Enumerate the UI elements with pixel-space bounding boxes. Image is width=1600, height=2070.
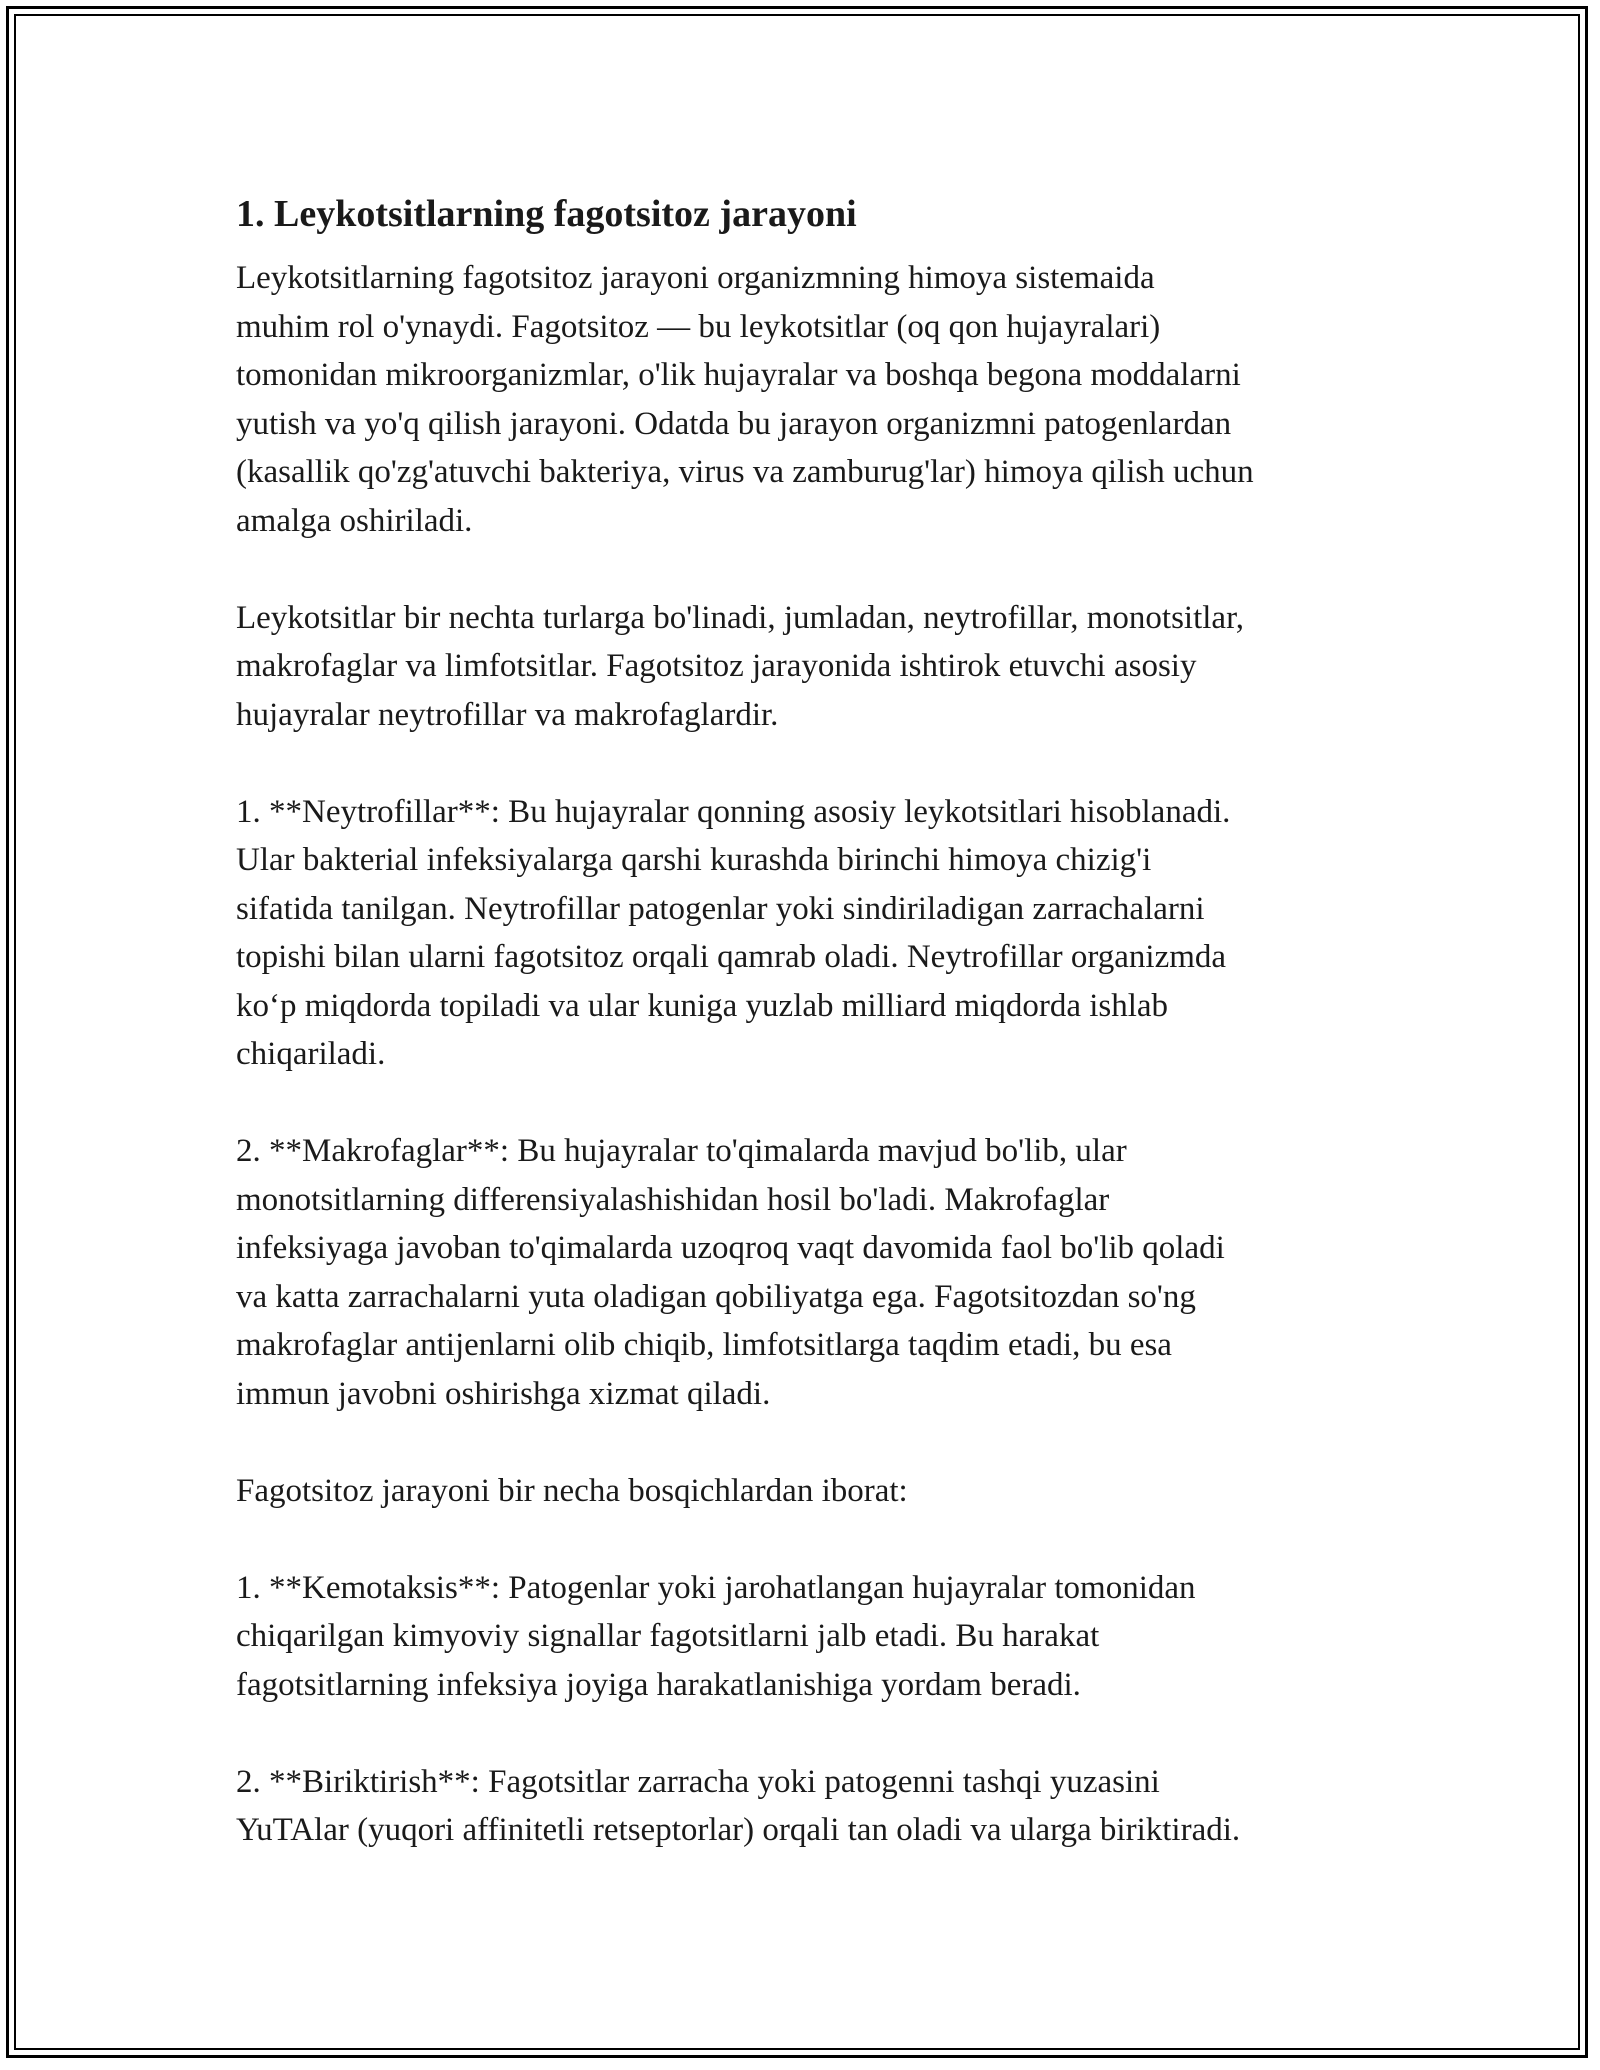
paragraph-stages-intro: Fagotsitoz jarayoni bir necha bosqichlardan iborat:: [236, 1472, 908, 1509]
paragraph-macrophages: 2. **Makrofaglar**: Bu hujayralar to'qimalarda mavjud bo'lib, ular monotsitlarning differensiyalashishidan hosil bo'ladi. Makrofaglar infeksiyaga javoban to'qimalarda uzoqroq vaqt davomida faol bo'lib qoladi va katta zarrachalarni yuta oladigan qobiliyatga ega. Fagotsitozdan so'ng makrofaglar antijenlarni olib chiqib, limfotsitlarga taqdim etadi, bu esa immun javobni oshirishga xizmat qiladi.: [236, 1133, 1225, 1412]
paragraph-intro: Leykotsitlarning fagotsitoz jarayoni organizmning himoya sistemaida muhim rol o'ynaydi. Fagotsitoz — bu leykotsitlar (oq qon hujayralari) tomonidan mikroorganizmlar, o'lik hujayralar va boshqa begona moddalarni yutish va yo'q qilish jarayoni. Odatda bu jarayon organizmni patogenlardan (kasallik qo'zg'atuvchi bakteriya, virus va zamburug'lar) himoya qilish uchun amalga oshiriladi.: [236, 260, 1254, 539]
paragraph-attachment: 2. **Biriktirish**: Fagotsitlar zarracha yoki patogenni tashqi yuzasini YuTAlar (yuqori affinitetli retseptorlar) orqali tan oladi va ularga biriktiradi.: [236, 1763, 1241, 1848]
document-title: 1. Leykotsitlarning fagotsitoz jarayoni: [236, 193, 857, 235]
document-body: [236, 190, 1396, 1903]
paragraph-neutrophils: 1. **Neytrofillar**: Bu hujayralar qonning asosiy leykotsitlari hisoblanadi. Ular bakterial infeksiyalarga qarshi kurashda birinchi himoya chizig'i sifatida tanilgan. Neytrofillar patogenlar yoki sindiriladigan zarrachalarni topishi bilan ularni fagotsitoz orqali qamrab oladi. Neytrofillar organizmda ko‘p miqdorda topiladi va ular kuniga yuzlab milliard miqdorda ishlab chiqariladi.: [236, 793, 1231, 1072]
paragraph-chemotaxis: 1. **Kemotaksis**: Patogenlar yoki jarohatlangan hujayralar tomonidan chiqarilgan kimyoviy signallar fagotsitlarni jalb etadi. Bu harakat fagotsitlarning infeksiya joyiga harakatlanishiga yordam beradi.: [236, 1569, 1196, 1703]
paragraph-leukocyte-types: Leykotsitlar bir nechta turlarga bo'linadi, jumladan, neytrofillar, monotsitlar, makrofaglar va limfotsitlar. Fagotsitoz jarayonida ishtirok etuvchi asosiy hujayralar neytrofillar va makrofaglardir.: [236, 599, 1244, 733]
